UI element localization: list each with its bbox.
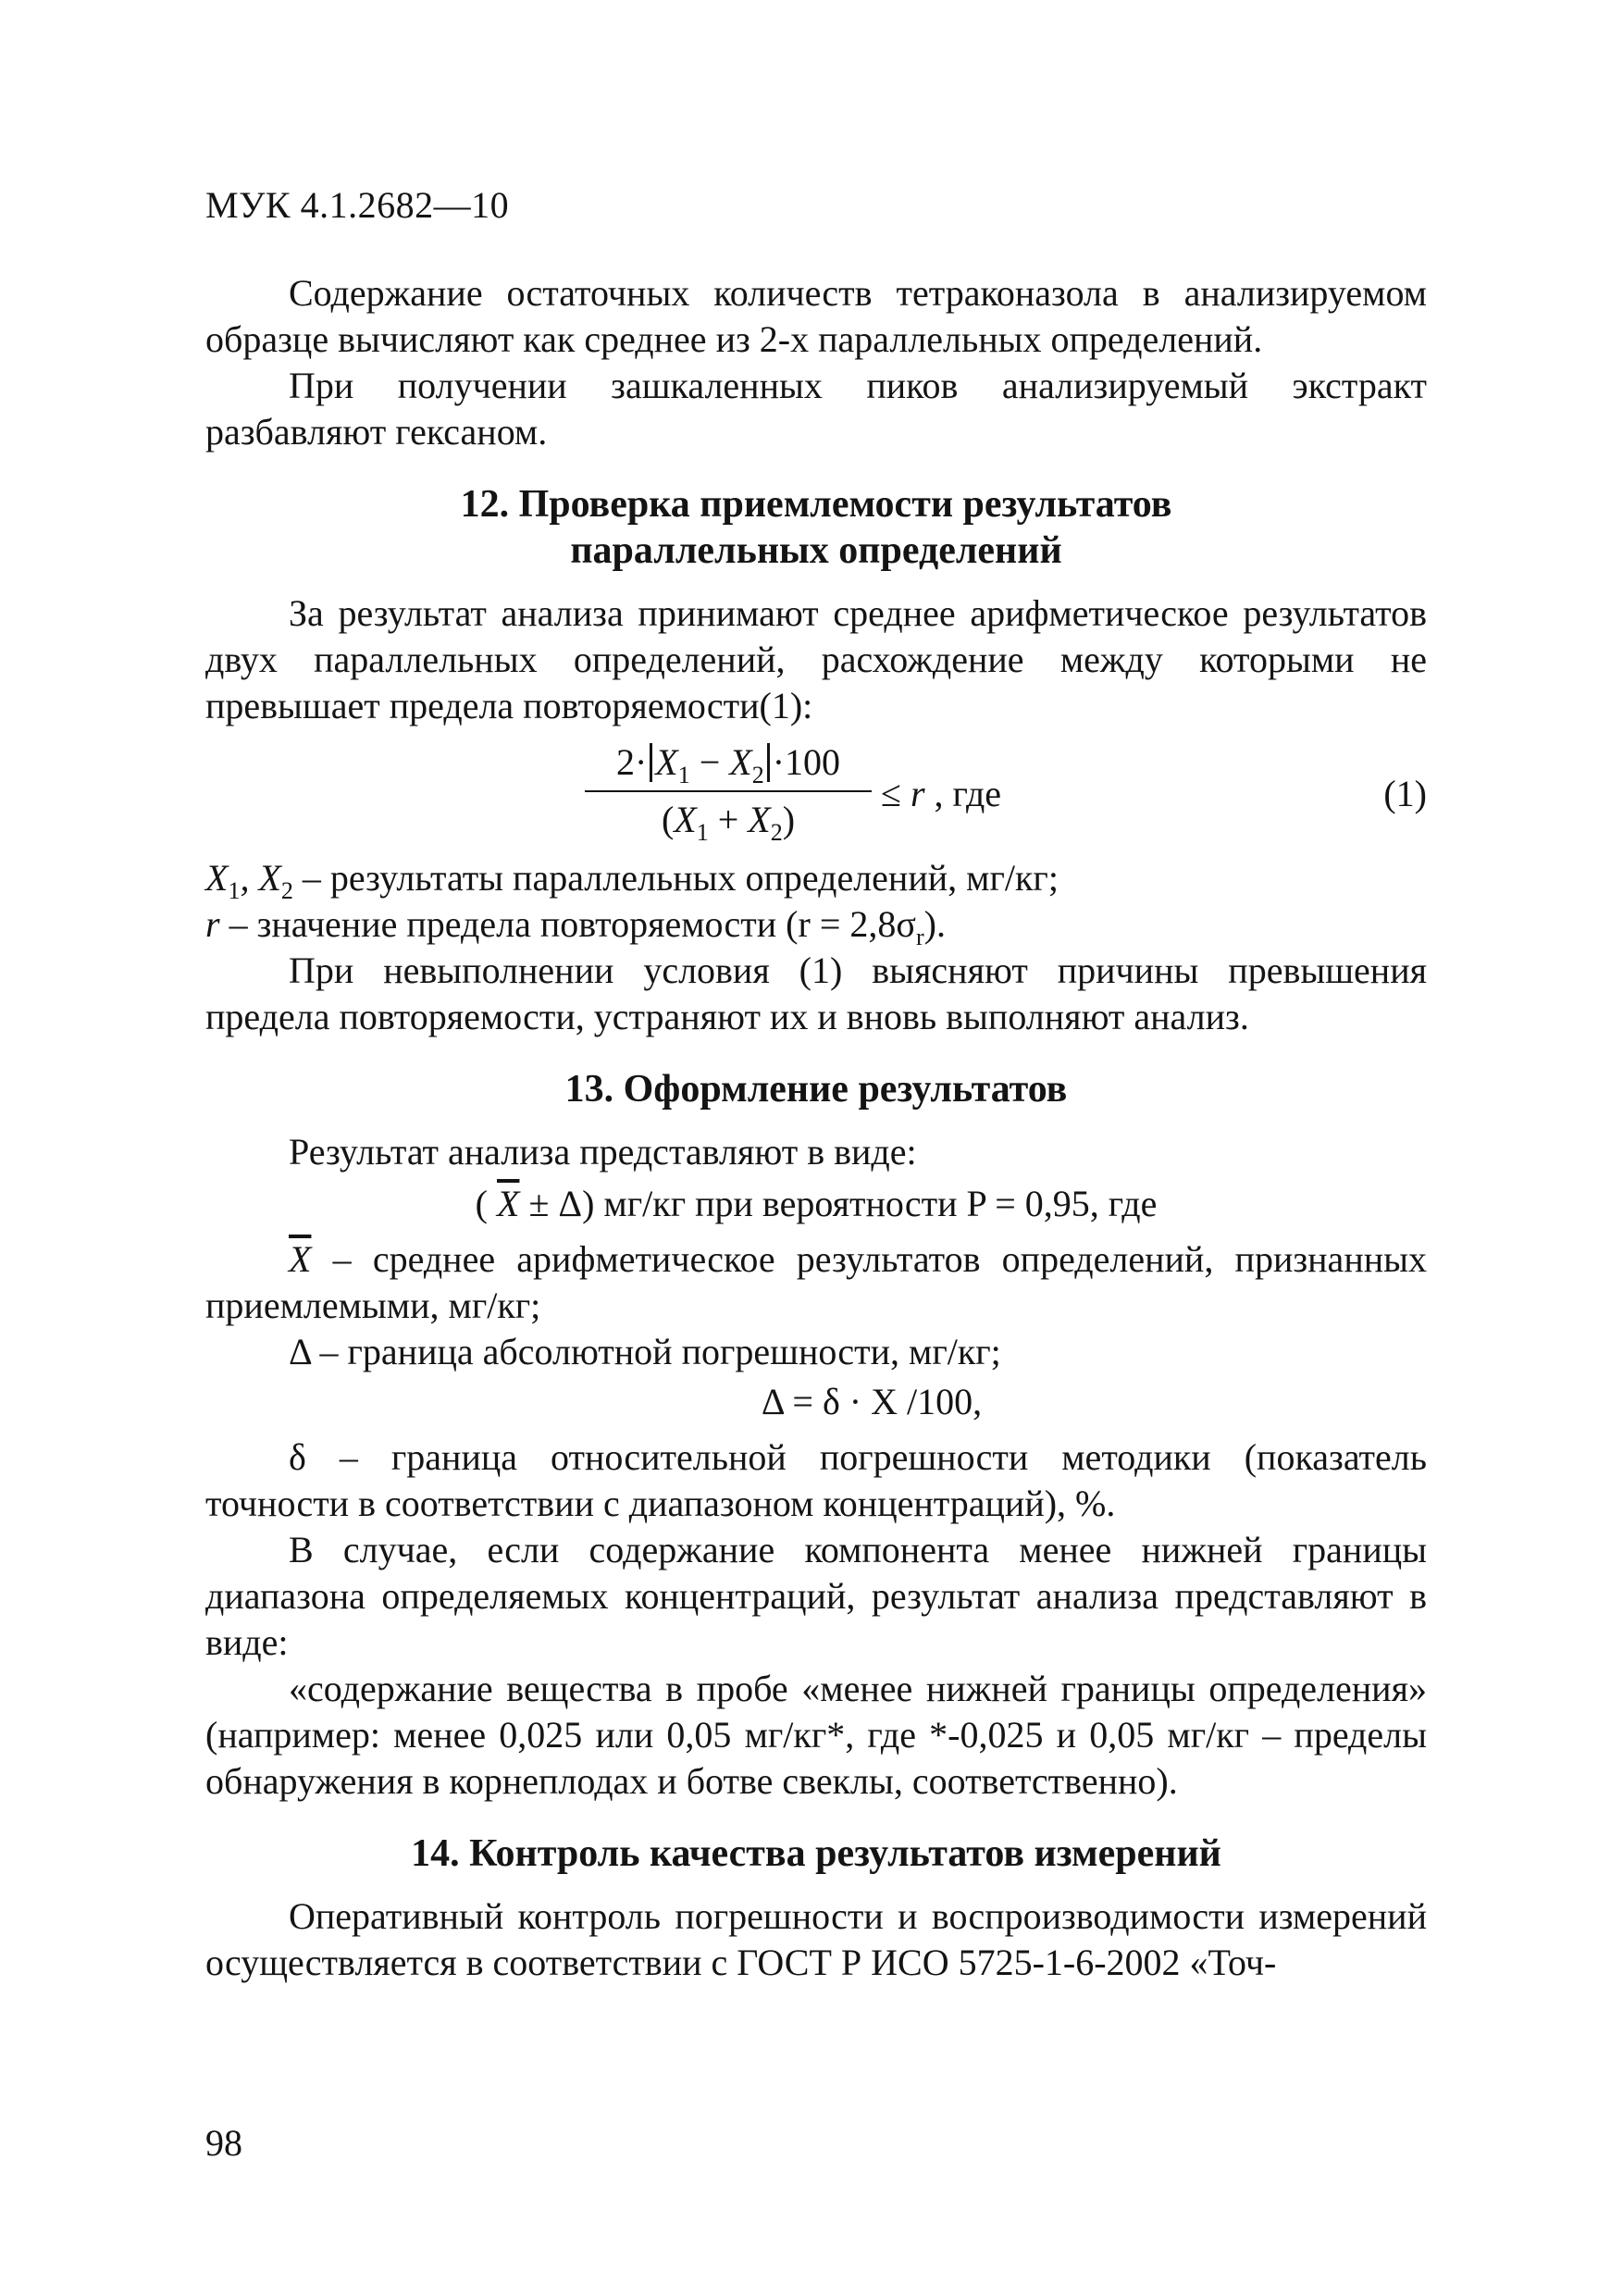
section-13-paragraph-1: Результат анализа представляют в виде: <box>289 1131 917 1173</box>
section-12-paragraph-1: За результат анализа принимают среднее арифметическое результатов двух параллельных определений, расхождение между которыми не превышает предела повторяемости(1): <box>205 592 1427 726</box>
section-13-paragraph-3: «содержание вещества в пробе «менее нижней границы определения» (например: менее 0,025 или 0,05 мг/кг*, где *-0,025 и 0,05 мг/кг – пределы обнаружения в корнеплодах и ботве свеклы, соответственно). <box>205 1668 1427 1802</box>
definition-x1-x2: $X_1$, $X_2$ – результаты параллельных определений, мг/кг; <box>205 857 1059 904</box>
fraction-bar <box>585 790 872 792</box>
section-13-paragraph-2: В случае, если содержание компонента менее нижней границы диапазона определяемых концентраций, результат анализа представляют в виде: <box>205 1529 1427 1663</box>
definition-delta: Δ – граница абсолютной погрешности, мг/кг; <box>289 1331 1001 1372</box>
intro-paragraph-2: При получении зашкаленных пиков анализируемый экстракт разбавляют гексаном. <box>205 365 1427 453</box>
repeatability-formula <box>205 737 1427 851</box>
section-13-title: 13. Оформление результатов <box>564 1068 1068 1111</box>
definition-r: r – значение предела повторяемости $(r = 2,8\sigma_r)$. <box>205 903 946 950</box>
section-14-paragraph-1: Оперативный контроль погрешности и воспроизводимости измерений осуществляется в соответствии с ГОСТ Р ИСО 5725-1-6-2002 «Точ- <box>205 1895 1427 1983</box>
section-14-title: 14. Контроль качества результатов измерений <box>411 1832 1221 1875</box>
intro-paragraph-1: Содержание остаточных количеств тетраконазола в анализируемом образце вычисляют как среднее из 2-х параллельных определений. <box>205 272 1427 360</box>
formula-numerator: $2\cdot X_1 - X_2 \cdot 100$ <box>615 741 841 788</box>
section-12-title-line-1: 12. Проверка приемлемости результатов <box>460 483 1172 526</box>
equation-number: (1) <box>1383 773 1427 814</box>
definition-x-bar: $\overline{X}$ – среднее арифметическое результатов определений, признанных приемлемыми, мг/кг; <box>205 1238 1427 1326</box>
page-content <box>205 270 1427 1986</box>
section-12-paragraph-2: При невыполнении условия (1) выясняют причины превышения предела повторяемости, устраняют их и вновь выполняют анализ. <box>205 949 1427 1037</box>
formula-rhs: ≤ r , где <box>881 773 1002 814</box>
document-code-header: МУК 4.1.2682—10 <box>205 184 510 226</box>
formula-fraction <box>585 737 872 846</box>
formula-denominator: $(X_1 + X_2)$ <box>661 799 796 846</box>
section-12-title-line-2: параллельных определений <box>570 529 1062 572</box>
result-expression: ( $\overline{X} \pm \Delta$) мг/кг при вероятности P = 0,95, где <box>475 1183 1158 1224</box>
page-number: 98 <box>205 2122 242 2164</box>
delta-formula: Δ = δ · X /100, <box>761 1381 983 1422</box>
definition-small-delta: δ – граница относительной погрешности методики (показатель точности в соответствии с диапазоном концентраций), %. <box>205 1436 1427 1524</box>
